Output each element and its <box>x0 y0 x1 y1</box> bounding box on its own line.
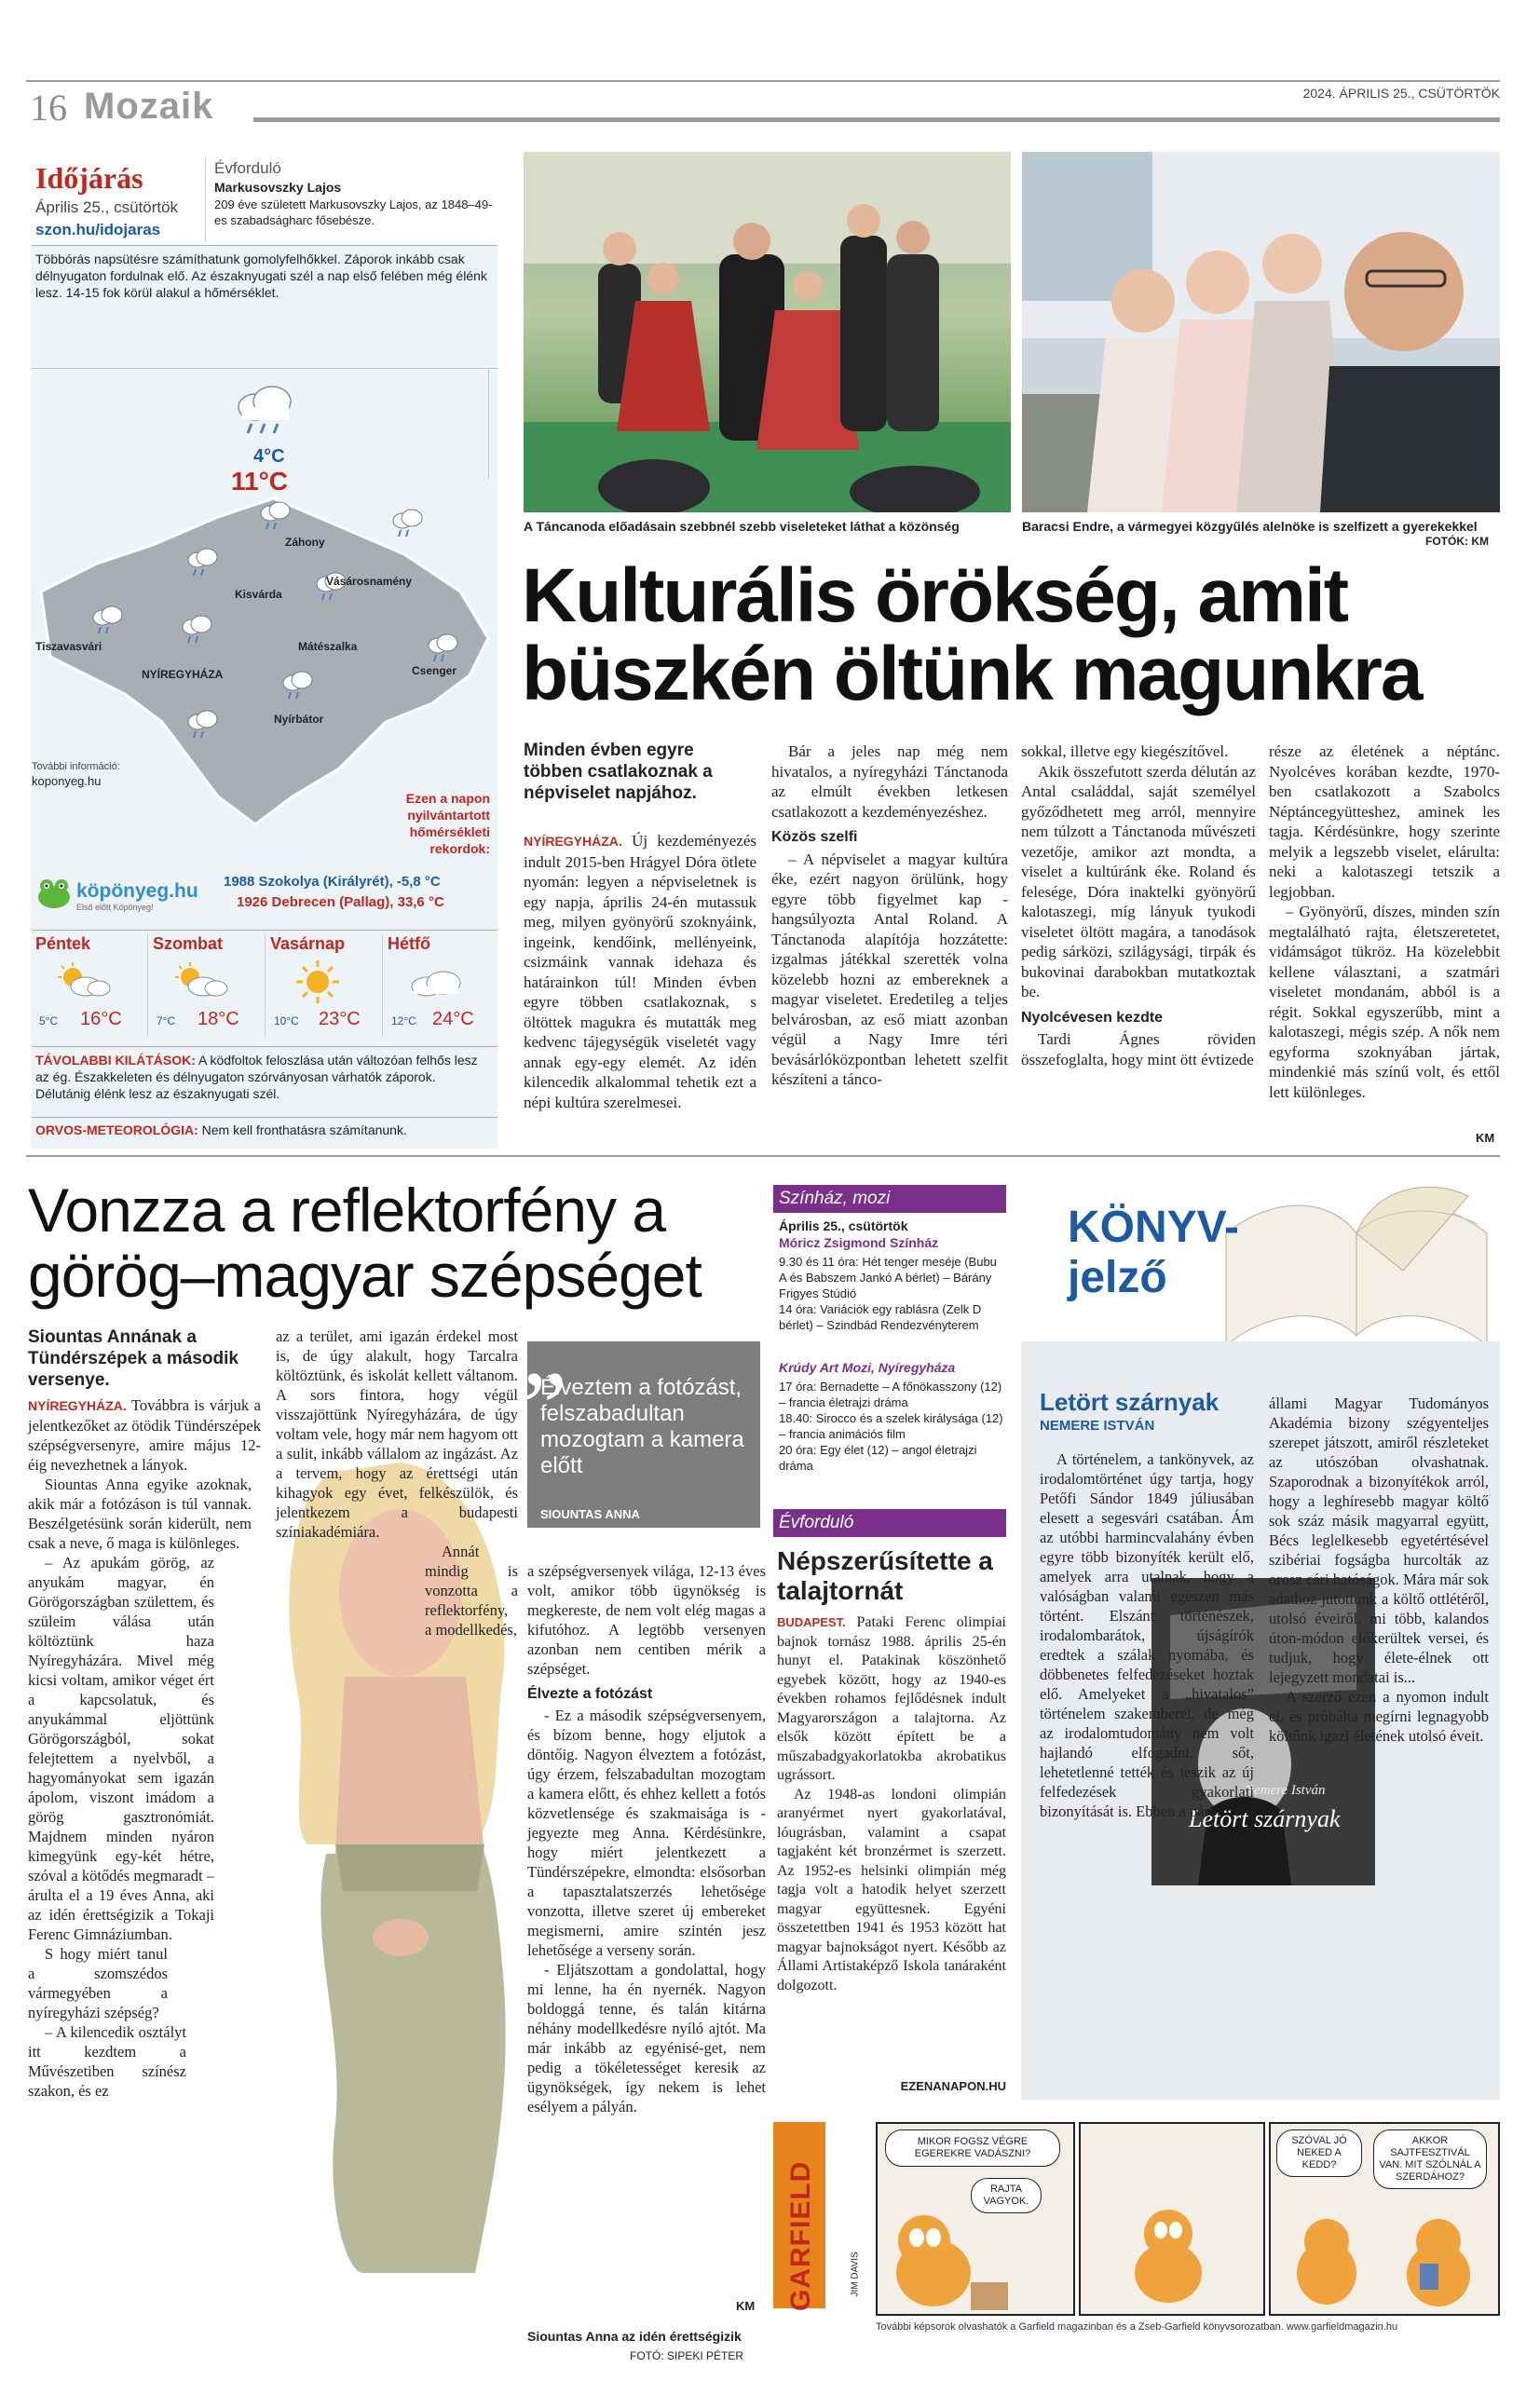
article2-subheading: Élvezte a fotózást <box>527 1686 653 1702</box>
book-column <box>1040 1449 1254 1821</box>
record-high: 1926 Debrecen (Pallag), 33,6 °C <box>237 894 444 910</box>
selfie-photo <box>1022 152 1500 512</box>
quote-open-icon: „ <box>522 1293 567 1407</box>
book-column <box>1269 1394 1489 1746</box>
frog-logo-icon <box>35 877 73 910</box>
article-text: Tardi Ágnes röviden összefoglalta, hogy mint ött évtizede <box>1021 1030 1256 1068</box>
speech-bubble: AKKOR SAJTFESZTIVÁL VAN. MIT SZÓLNÁL A SZERDÁHOZ? <box>1373 2129 1487 2189</box>
sun-cloud-icon <box>168 960 233 1001</box>
medmet-text: Nem kell fronthatásra számítanunk. <box>201 1122 407 1137</box>
town-label: Csenger <box>412 664 457 677</box>
outlook-label: TÁVOLABBI KILÁTÁSOK: <box>35 1053 196 1068</box>
article-text: – A népviselet a magyar kultúra éke, ezért nagyon örülünk, hogy egyre több figyelmet kap - hangsúlyozta Antal Roland. A Tánctanoda alapítója hozzátette: izgalmas játékkal szerették volna közelebb hozni az embereknek a magyar viseletet. Eredetileg a teljes belvárosban, az eső miatt azonban végül a Nagy Imre téri bevásárlóközpontban lehetett szelfit készíteni a tánco- <box>771 850 1008 1088</box>
garfield-logo <box>773 2122 825 2311</box>
cover-author: Nemere István <box>1245 1783 1326 1798</box>
article2-text: – A kilencedik osztályt itt kezdtem a Művészetiben színész szakon, és ez <box>28 2023 186 2100</box>
outlook-text: A ködfoltok feloszlása után változóan felhős lesz az ég. Északkeleten és délnyugaton szórványosan várhatók záporok. Délutánig élénk lesz az északnyugati szél. <box>35 1053 478 1101</box>
anniversary-text: 209 éve született Markusovszky Lajos, az 1848–49-es szabadságharc fősebésze. <box>214 197 493 227</box>
article2-text: Továbbra is várjuk a jelentkezőket az ötödik Tündérszépek szépségversenyre, amire május 12-éig nevezhetnek a lányok. <box>28 1396 261 1474</box>
weather-link[interactable]: szon.hu/idojaras <box>35 221 161 238</box>
pull-quote <box>522 1293 760 1528</box>
program-item: 17 óra: Bernadette – A főnökasszony (12) – francia életrajzi dráma <box>779 1380 1002 1409</box>
article-text: Új kezdeményezés indult 2015-ben Hrágyel Dóra ötlete nyomán: legyen a népviseletnek is egy napja, április 24-én mutassuk meg, milyen gyönyörű szoknyáink, ingeink, kendőink, mellényeink, csizmáink vannak idehaza és határainkon túl! Minden évben egyre többen csatlakoznak, s öltöttek magukra és mutatták meg kedvenc tájegységük viseletét vagy annak egy-egy elemét. Az idén kilencedik alkalommal tehetik ezt a népi kultúra szerelmesei. <box>524 832 756 1111</box>
article-text: Akik összefutott szerda délután az Antal családdal, saját személyel győződhetett meg arról, mennyire nem túlzott a Tánctanoda művészeti vezetője, amikor azt mondta, a viselet a kultúránk éke. Roland és felesége, Dóra inaktelki gyönyörű kalotaszegi, míg lányuk tyukodi viseletet öltött magára, a tanodások pedig sárközi, szilágysági, tirpák és bukovinai darabokban mutatkoztak be. <box>1021 762 1256 1000</box>
article-text: sokkal, illetve egy kiegészítővel. <box>1021 742 1229 760</box>
speech-bubble: RAJTA VAGYOK. <box>971 2178 1042 2213</box>
book-text: A szerző ezen a nyomon indult el, és próbálta megírni legnagyobb költőnk igazi életének utolsó éveit. <box>1269 1688 1489 1745</box>
anniversary-source: EZENANAPON.HU <box>900 2079 1006 2093</box>
map-cloud-icon <box>255 498 293 532</box>
town-label: Vásárosnamény <box>326 575 413 588</box>
map-cloud-icon <box>183 707 220 741</box>
day-high-temp: 18°C <box>198 1009 239 1029</box>
speech-bubble: MIKOR FOGSZ VÉGRE EGEREKRE VADÁSZNI? <box>885 2129 1060 2167</box>
town-label: Záhony <box>285 536 325 549</box>
venue-name: Krúdy Art Mozi, Nyíregyháza <box>779 1360 956 1375</box>
more-info-link[interactable]: koponyeg.hu <box>32 774 102 788</box>
weather-title: Időjárás <box>35 161 143 195</box>
forecast-day <box>149 934 265 1046</box>
map-cloud-icon <box>423 631 460 664</box>
brand-tagline: Első előtt Köpönyeg! <box>76 903 154 912</box>
quote-text: Élveztem a fotózást, felszabadultan mozogtam a kamera előtt <box>540 1375 744 1478</box>
article2-headline: Vonzza a reflektorfény a görög–magyar szépséget <box>28 1176 702 1310</box>
anniversary-dateline: BUDAPEST. <box>777 1615 846 1629</box>
forecast-day <box>384 934 497 1046</box>
article-column <box>1021 741 1256 1069</box>
program-item: 9.30 és 11 óra: Hét tenger meséje (Bubu A és Babszem Jankó A bérlet) – Bárány Frigyes Stúdió <box>779 1255 997 1300</box>
article2-text: az a terület, ami igazán érdekel most is, de úgy alakult, hogy Tarcalra költöztünk, és iskolát kellett váltanom. A sors fintora, hogy végül visszajöttünk Nyíregyházára, de úgy voltam vele, hogy már nem hagyom ott a sulit, inkább vállalom az ingázást. Az a tervem, hogy az érettségi után kihagyok egy évet, felkészülök, és jelentkezem a budapesti színiakadémiára. <box>276 1327 518 1541</box>
article2-column <box>276 1326 518 1639</box>
anniversary-name: Markusovszky Lajos <box>214 180 342 195</box>
forecast-day <box>266 934 382 1046</box>
book-headline: Letört szárnyak <box>1040 1388 1219 1416</box>
article-text: része az életének a néptánc. Nyolcéves korában kezdte, 1970-ben csatlakozott a Szabolcs Néptáncegyütteshez, aminek les tagja. Kérdésünkre, hogy szerinte melyik a legszebb viselet, elárulta: neki a kalotaszegi tetszik a legjobban. <box>1269 742 1500 901</box>
page-header <box>26 80 1500 129</box>
article-signature: KM <box>1476 1131 1495 1145</box>
sun-cloud-icon <box>50 960 116 1001</box>
books-title: jelző <box>1068 1253 1167 1302</box>
cloud-icon <box>406 968 466 1000</box>
book-text: A történelem, a tankönyvek, az irodalomtörténet úgy tartja, hogy Petőfi Sándor 1849 júliusában elesett a segesvári csatában. Ám az utóbbi harmincvalahány évben egyre több bizonyíték került elő, amelyek arra utalnak, hogy a valóságban valami egészen más történt. Elszánt történészek, irodalombarátok, újságírók eredtek a szálak nyomába, és döbbenetes felfedezéseket hoztak elő. Amelyeket a „hivatalos” történelem szakemberei, de még az irodalomtudomány nem volt hajlandó elfogadni, sőt, lehetetlenné tették és teszik az új felfedezések gyakorlati bizonyítását is. Ebben a párt- <box>1040 1450 1254 1820</box>
article-dateline: NYÍREGYHÁZA. <box>524 834 622 849</box>
article2-text: Annát mindig is vonzotta a reflektorfény, a modellkedés, <box>425 1543 518 1639</box>
town-label: Tiszavasvári <box>35 640 102 653</box>
books-title: KÖNYV- <box>1068 1203 1240 1252</box>
comic-artist: JIM DAVIS <box>850 2252 861 2297</box>
anniversary-label: Évforduló <box>214 159 281 177</box>
day-name: Péntek <box>35 934 91 953</box>
town-label: NYÍREGYHÁZA <box>142 668 224 681</box>
weather-forecast: Többórás napsütésre számíthatunk gomolyfelhőkkel. Záporok inkább csak délnyugaton fordulnak elő. Az északnyugati szél a nap első felében még élénk lesz. 14-15 fok körül alakul a hőmérséklet. <box>35 252 487 300</box>
map-cloud-icon <box>278 668 315 701</box>
speech-bubble: SZÓVAL JÓ NEKED A KEDD? <box>1276 2129 1362 2177</box>
article-subheading: Közös szelfi <box>771 829 858 845</box>
map-cloud-icon <box>183 545 220 578</box>
map-cloud-icon <box>88 603 125 636</box>
article2-text: – Az apukám görög, az anyukám magyar, én Görögországban születtem, és szüleim válása után költöztünk haza Nyíregyházára. Mivel még kicsi voltam, amikor véget ért a kapcsolatuk, és anyukámmal eljöttünk Görögországból, sokat felejtettem a nyelvből, a hagyományokat sem igazán ápolom, viszont imádom a görög gasztronómiát. Majdnem minden nyáron kimegyünk egy-két hétre, szóval a kötődés megmaradt – árulta el a 19 éves Anna, aki az idén érettségizik a Tokaji Ferenc Gimnáziumban. <box>28 1554 214 1943</box>
article2-signature: KM <box>736 2299 756 2313</box>
article-subheading: Nyolcévesen kezdte <box>1021 1009 1164 1026</box>
day-name: Hétfő <box>388 934 430 953</box>
theatre-box <box>773 1185 1006 1492</box>
venue-name: Móricz Zsigmond Színház <box>779 1235 939 1250</box>
comic-strip <box>773 2115 1500 2347</box>
more-info-label: További információ: <box>32 761 120 772</box>
comic-panel <box>1079 2122 1265 2316</box>
dance-photo <box>524 152 1011 512</box>
garfield-logo-text: GARFIELD <box>785 2160 816 2311</box>
day-name: Vasárnap <box>270 934 346 953</box>
program-item: 14 óra: Variációk egy rablásra (Zelk D bérlet) – Szindbád Rendezvényterem <box>779 1302 982 1332</box>
article2-column <box>527 1561 766 2116</box>
article-text: Bár a jeles nap még nem hivatalos, a nyíregyházi Tánctanoda az elmúlt években letkesen csatlakozott a kezdeményezéshez. <box>771 742 1008 821</box>
weather-date: Április 25., csütörtök <box>35 198 179 216</box>
town-label: Mátészalka <box>298 640 358 653</box>
day-low-temp: 12°C <box>391 1014 416 1027</box>
max-temperature: 11°C <box>231 467 289 496</box>
brand-name: köpönyeg.hu <box>76 880 198 902</box>
map-cloud-icon <box>388 506 425 539</box>
town-label: Nyírbátor <box>274 713 324 726</box>
cover-title: Letört szárnyak <box>1189 1805 1341 1832</box>
day-low-temp: 10°C <box>274 1014 299 1027</box>
article2-text: S hogy miért tanul a szomszédos vármegyében a nyíregyházi szépség? <box>28 1945 168 2021</box>
comic-panel <box>1269 2122 1500 2316</box>
sun-icon <box>294 959 341 1005</box>
medmet-label: ORVOS-METEOROLÓGIA: <box>35 1122 198 1137</box>
anniversary-headline: Népszerűsítette a talajtornát <box>777 1546 993 1605</box>
page-number: 16 <box>30 87 67 129</box>
anniversary-box <box>773 1509 1006 2100</box>
article2-text: - Ez a második szépségversenyem, és bízom benne, hogy eljutok a döntőig. Nagyon élveztem a fotózást, úgy érzem, felszabadultan mozogtam a kamera előtt, és ehhez kellett a fotós közvetlensége és szakmaisága is - jegyezte meg Anna. Kérdésünkre, hogy miért jelentkezett a Tündérszépekre, elmondta: elsősorban a tapasztalatszerzés lehetősége vonzotta, illetve szeret új embereket megismerni, amire szintén jesz lehetősége a verseny során. <box>527 1707 766 1959</box>
garfield-character-icon <box>887 2208 1008 2310</box>
day-low-temp: 7°C <box>157 1014 176 1027</box>
anniversary-text: Az 1948-as londoni olimpián aranyérmet nyert gyakorlatával, lóugrásban, valamint a csapat tagjaként két bronzérmet is szerzett. Az 1952-es helsinki olimpián még tagja volt a hatodik helyet szerzett magyar együttesnek. Egyéni összetettben 1941 és 1953 között hat magyar bajnokságot nyert. Később az Állami Artistaképző Iskola tanáraként dolgozott. <box>777 1786 1006 1993</box>
open-book-icon <box>1217 1177 1496 1354</box>
model-photo-caption: Siountas Anna az idén érettségizik <box>527 2329 742 2344</box>
theatre-title: Színház, mozi <box>779 1189 891 1208</box>
record-low: 1988 Szokolya (Királyrét), -5,8 °C <box>224 874 441 890</box>
program-item: 18.40: Sirocco és a szelek királysága (12) – francia animációs film <box>779 1411 1003 1441</box>
photo-credit: FOTÓK: KM <box>1425 535 1489 548</box>
day-name: Szombat <box>153 934 224 953</box>
day-high-temp: 23°C <box>319 1009 361 1029</box>
article-lead: Minden évben egyre többen csatlakoznak a népviselet napjához. <box>524 741 713 803</box>
article2-text: Siountas Anna egyike azoknak, akik már a fotózáson is túl vannak. Beszélgetésünk során kiderült, nem csak a neve, ő maga is különleges. <box>28 1476 252 1552</box>
day-high-temp: 16°C <box>80 1009 122 1029</box>
books-box <box>1021 1177 1500 2100</box>
article2-column <box>28 1395 261 2101</box>
rain-cloud-icon <box>227 381 302 437</box>
town-label: Kisvárda <box>235 588 282 601</box>
program-item: 20 óra: Egy élet (12) – angol életrajzi dráma <box>779 1443 977 1473</box>
day-high-temp: 24°C <box>432 1009 474 1029</box>
model-photo-credit: FOTÓ: SIPEKI PÉTER <box>630 2349 744 2362</box>
comic-footer: További képsorok olvashatók a Garfield magazinban és a Zseb-Garfield könyvsorozatban. www.garfieldmagazin.hu <box>876 2321 1398 2333</box>
section-title: Mozaik <box>84 86 214 127</box>
map-cloud-icon <box>177 612 214 646</box>
comic-panel <box>876 2122 1075 2316</box>
article-column <box>524 831 756 1112</box>
weather-box <box>32 152 497 1149</box>
theatre-date: Április 25., csütörtök <box>779 1218 908 1233</box>
article2-text: a szépségversenyek világa, 12-13 éves volt, amikor több ügynökség is megkereste, de nem volt elég magas a kifutóhoz. A legtöbb versenyen azonban nem centiben mérik a szépséget. <box>527 1562 766 1678</box>
article-headline: Kulturális örökség, amit büszkén öltünk magunkra <box>522 553 1422 716</box>
day-low-temp: 5°C <box>39 1014 59 1027</box>
issue-date: 2024. ÁPRILIS 25., CSÜTÖRTÖK <box>1302 86 1500 101</box>
outlook <box>35 1052 492 1102</box>
garfield-character-icon <box>1118 2198 1220 2310</box>
book-text: állami Magyar Tudományos Akadémia bizony szégyenteljes szerepet játszott, amiről részleteket az utószóban olvashatnak. Szaporodnak a bizonyítékok arról, hogy a leghíresebb magyar költő sok száz másik magyarral együtt, Bécs leglelkesebb egyetértésével szibériai fogságba hurcolták az orosz cári hatóságok. Mára már sok adathoz jutottunk a költő ottlétéről, utolsó éveiről, mi több, kalandos úton-módon előkerültek versei, és tudjuk, hogy élete-élnek ott lejegyzett mondatai is... <box>1269 1394 1489 1686</box>
article2-lead: Siountas Annának a Tündérszépek a második versenye. <box>28 1327 238 1390</box>
article-text: – Gyönyörű, díszes, minden szín megtalálható rajta, életszeretetet, vidámságot tükröz. Ha közelebbit kellene választani, a szatmári viseletet mondanám, abból is a régit. Sokkal egyszerűbb, mint a kalotaszegi, mégis szép. A nők nem egyforma szoknyában jártak, mindenkié más színű volt, és ettől lett különleges. <box>1269 903 1500 1101</box>
dance-photo-caption: A Táncanoda előadásain szebbnél szebb viseleteket láthat a közönség <box>524 519 960 534</box>
article2-dateline: NYÍREGYHÁZA. <box>28 1398 127 1413</box>
selfie-photo-caption: Baracsi Endre, a vármegyei közgyűlés alelnöke is szelfizett a gyerekekkel <box>1022 519 1478 534</box>
book-author: NEMERE ISTVÁN <box>1040 1418 1155 1434</box>
article-column <box>771 741 1008 1090</box>
garfield-character-icon <box>1289 2208 1485 2310</box>
article2-text: - Eljátszottam a gondolattal, hogy mi lenne, ha én nyernék. Nagyon boldoggá tenne, és talán kitárna néhány modellkedésre nyíló ajtót. Ma már inkább az egyénisé-get, nem pedig a tökéletességet keresik az ügynökségek, így nekem is lehet esélyem a pályán. <box>527 1961 766 2116</box>
anniversary-box-label: Évforduló <box>779 1513 854 1532</box>
anniversary-text: Pataki Ferenc olimpiai bajnok tornász 1988. április 25-én hunyt el. Patakinak köszönhető egyebek között, hogy az 1940-es években rohamos fejlődésnek indult Magyarországon a talajtorna. Az elsők között épített be a műszabadgyakorlatokba akrobatikus ugrássort. <box>777 1614 1007 1783</box>
quote-author: SIOUNTAS ANNA <box>540 1507 640 1521</box>
medical-meteorology <box>35 1122 492 1137</box>
records-title: Ezen a napon nyilvántartott hőmérsékleti rekordok: <box>405 791 490 856</box>
min-temperature: 4°C <box>253 446 285 467</box>
article-column <box>1269 741 1500 1102</box>
forecast-day <box>32 934 147 1046</box>
